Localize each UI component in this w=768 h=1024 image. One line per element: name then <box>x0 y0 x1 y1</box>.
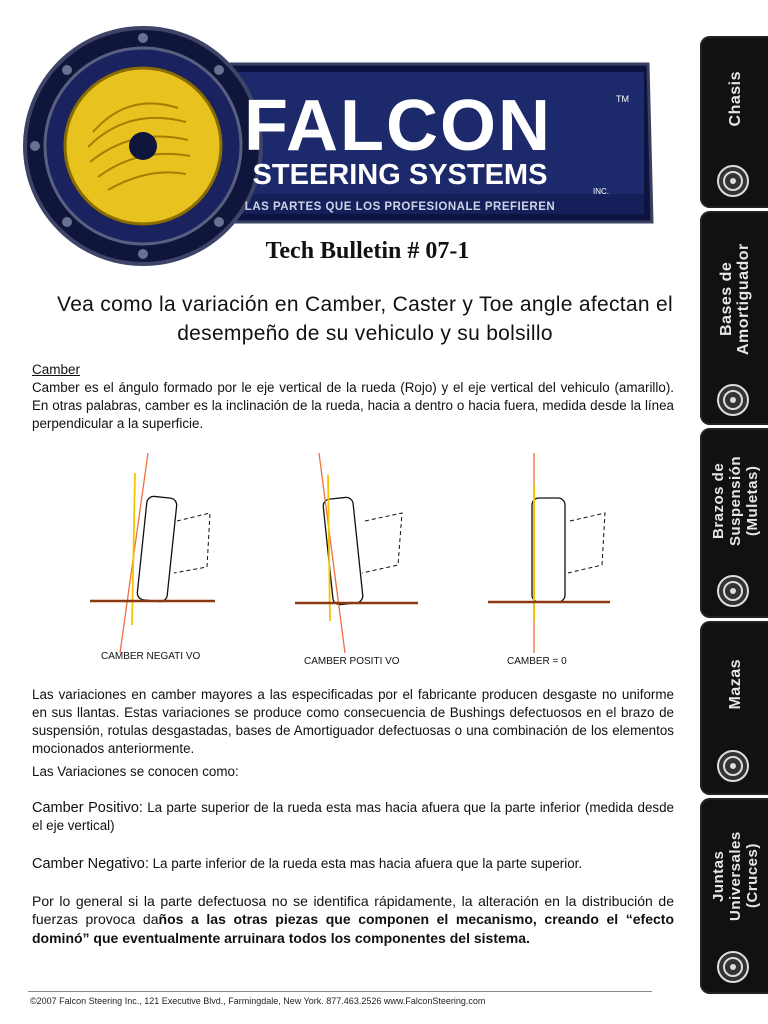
section-title: Camber <box>32 362 81 377</box>
logo-brand: FALCON <box>244 86 552 166</box>
diagram-positive <box>295 453 418 667</box>
wheel-icon <box>716 950 750 984</box>
tab-mazas[interactable] <box>700 621 768 795</box>
logo-tm: TM <box>616 94 629 104</box>
negative-definition <box>32 855 674 873</box>
footer: ©2007 Falcon Steering Inc., 121 Executive Blvd., Farmingdale, New York. 877.463.2526 www.FalconSteering.com <box>30 996 486 1006</box>
tab-label-chasis: Chasis <box>726 71 744 127</box>
footer-divider <box>28 991 652 992</box>
bulletin-title: Tech Bulletin # 07-1 <box>265 238 470 264</box>
logo-subtitle: STEERING SYSTEMS <box>252 159 548 191</box>
tab-chasis[interactable] <box>700 36 768 208</box>
known-as-text: Las Variaciones se conocen como: <box>32 764 239 779</box>
tab-label-bases: Bases de Amortiguador <box>718 243 752 355</box>
falcon-logo <box>18 22 658 272</box>
variations-paragraph: Las variaciones en camber mayores a las especificadas por el fabricante producen desgaste no uniforme en sus llantas. Estas variaciones se produce como consecuencia de Bushings defectuosos en el brazo de suspensión, rotulas desgastadas, bases de Amortiguador defectuosas o una combinación de los elementos mocionados anteriormente. <box>32 687 674 756</box>
tab-bases-de-amortiguador[interactable] <box>700 211 768 425</box>
positive-definition <box>32 799 674 835</box>
tab-brazos-de-suspension[interactable] <box>700 428 768 618</box>
positive-term: Camber Positivo: <box>32 800 143 816</box>
headline: Vea como la variación en Camber, Caster y Toe angle afectan el desempeño de su vehiculo y su bolsillo <box>57 293 673 345</box>
logo-inc: INC. <box>593 187 609 196</box>
positive-text: La parte superior de la rueda esta mas hacia afuera que la parte inferior (medida desde el eje vertical) <box>32 800 674 833</box>
camber-diagrams <box>60 445 640 675</box>
diagram-negative <box>90 453 215 662</box>
logo-tagline: LAS PARTES QUE LOS PROFESIONALE PREFIEREN <box>244 201 556 213</box>
diagram-zero <box>488 453 610 667</box>
tab-juntas-universales[interactable] <box>700 798 768 994</box>
wheel-icon <box>716 749 750 783</box>
wheel-icon <box>716 164 750 198</box>
general-text: Por lo general si la parte defectuosa no se identifica rápidamente, la alteración en la distribución de fuerzas provoca da <box>32 893 674 928</box>
camber-definition: Camber es el ángulo formado por le eje vertical de la rueda (Rojo) y el eje vertical del vehiculo (amarillo). En otras palabras, camber es la inclinación de la rueda, hacia a dentro o hacia fuera, medida desde la línea perpendicular a la superficie. <box>32 380 674 431</box>
caption-negative: CAMBER NEGATI VO <box>101 651 201 662</box>
tab-label-brazos: Brazos de Suspensión (Muletas) <box>709 456 761 547</box>
tab-label-juntas: Juntas Universales (Cruces) <box>709 831 761 921</box>
general-paragraph <box>32 892 674 947</box>
negative-term: Camber Negativo: <box>32 856 149 872</box>
caption-positive: CAMBER POSITI VO <box>304 656 400 667</box>
wheel-icon <box>716 574 750 608</box>
general-bold: ños a las otras piezas que componen el mecanismo, creando el “efecto dominó” que eventualmente arruinara todos los componentes del sistema. <box>32 911 674 946</box>
tab-label-mazas: Mazas <box>726 658 744 710</box>
wheel-icon <box>716 383 750 417</box>
negative-text: La parte inferior de la rueda esta mas hacia afuera que la parte superior. <box>148 856 583 871</box>
caption-zero: CAMBER = 0 <box>507 656 567 667</box>
